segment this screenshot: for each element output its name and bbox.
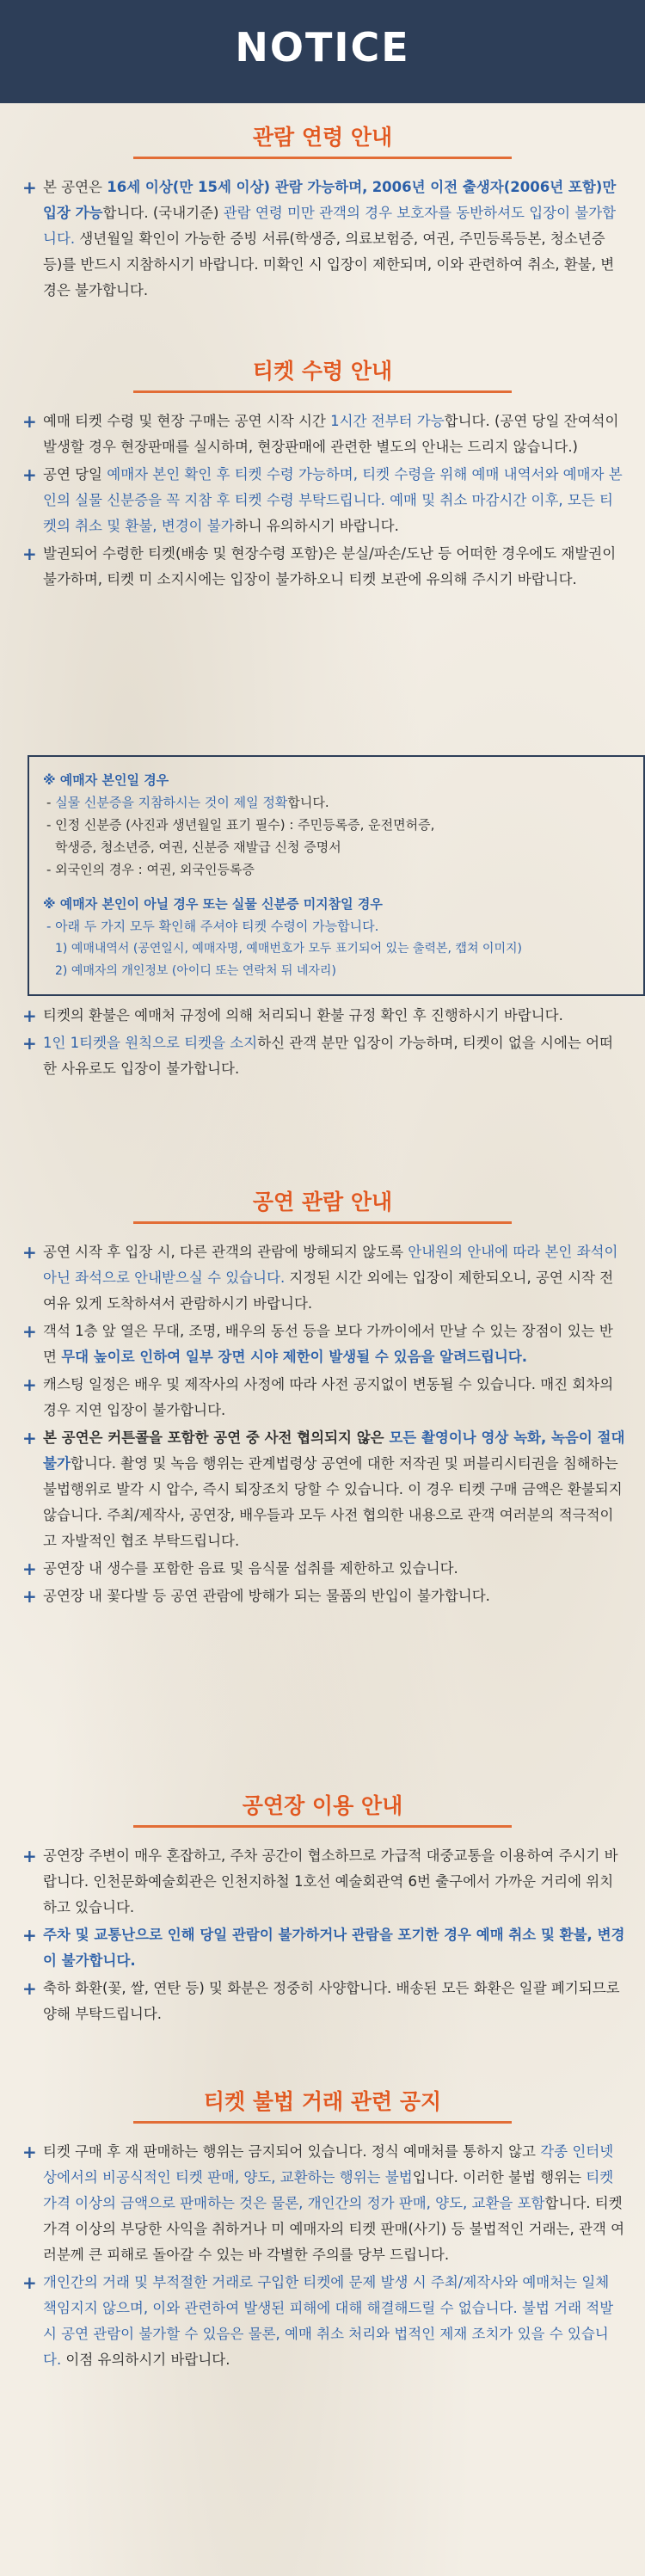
plus-icon: +: [22, 2142, 37, 2162]
text-run: 하신 관객 분만 입장이 가능하며, 티켓이 없을 시에는 어떠한 사유로도 입장이 불가합니다.: [43, 1035, 613, 1077]
box-heading: ※ 예매자 본인일 경우: [43, 772, 169, 788]
plus-icon: +: [22, 1846, 37, 1866]
title-underline: [133, 157, 512, 159]
section-venue: [0, 1789, 645, 2029]
text-run: 지정된 시간 외에는 입장이 제한되오니, 공연 시작 전 여유 있게 도착하셔서 관람하시기 바랍니다.: [43, 1270, 614, 1312]
text-run: 예매 취소 및 환불, 변경이 불가합니다.: [43, 1927, 625, 1969]
list-item: [0, 175, 645, 304]
id-guide-box: [28, 755, 645, 996]
text-run: 합니다. (공연 당일 잔여석이 발생할 경우 현장판매를 실시하며, 현장판매에 관련한 별도의 안내는 드리지 않습니다.): [43, 413, 619, 455]
list-item: [0, 2139, 645, 2268]
section-title: 티켓 수령 안내: [252, 359, 393, 384]
text-run: 이점 유의하시기 바랍니다.: [61, 2352, 230, 2368]
plus-icon: +: [22, 464, 37, 485]
section-viewing: [0, 1185, 645, 1611]
text-run: 캐스팅 일정은 배우 및 제작사의 사정에 따라 사전 공지없이 변동될 수 있습니다. 매진 회차의 경우 지연 입장이 불가합니다.: [43, 1376, 614, 1418]
box-line: - 인정 신분증 (사진과 생년월일 표기 필수) : 주민등록증, 운전면허증,: [46, 817, 435, 833]
notice-header: [0, 0, 645, 103]
text-run: 합니다. (국내기준): [102, 205, 224, 221]
box-line: 학생증, 청소년증, 여권, 신분증 재발급 신청 증명서: [55, 839, 341, 855]
section-title: 티켓 불법 거래 관련 공지: [203, 2089, 442, 2114]
list-item: [0, 1003, 645, 1029]
text-run: 축하 화환(꽃, 쌀, 연탄 등) 및 화분은 정중히 사양합니다. 배송된 모든 화환은 일괄 폐기되므로 양해 부탁드립니다.: [43, 1980, 620, 2022]
text-run: 1시간 전부터 가능: [330, 413, 445, 429]
section-age: [0, 120, 645, 305]
box-line: [43, 791, 630, 814]
plus-icon: +: [22, 1374, 37, 1395]
plus-icon: +: [22, 1428, 37, 1448]
plus-icon: +: [22, 1559, 37, 1579]
text-run: 모든 촬영이나 영상 녹화, 녹음이 절대 불가: [43, 1429, 625, 1472]
text-run: 주차 및 교통난으로 인해 당일 관람이 불가하거나 관람을 포기한 경우: [43, 1927, 476, 1943]
page-title: NOTICE: [235, 24, 410, 71]
list-item: [0, 409, 645, 460]
section-ticket-refund: [0, 1003, 645, 1084]
text-run: 공연장 주변이 매우 혼잡하고, 주차 공간이 협소하므로 가급적 대중교통을 이용하여 주시기 바랍니다. 인천문화예술회관은 인천지하철 1호선 예술회관역 6번 출구에서 가까운 거리에 위치하고 있습니다.: [43, 1847, 618, 1915]
text-run: 본 공연은: [43, 179, 108, 195]
list-item: [0, 1922, 645, 1974]
box-line: - 외국인의 경우 : 여권, 외국인등록증: [46, 862, 255, 877]
list-item: [0, 1425, 645, 1554]
text-run: 발권되어 수령한 티켓(배송 및 현장수령 포함)은 분실/파손/도난 등 어떠한 경우에도 재발권이 불가하며, 티켓 미 소지시에는 입장이 불가하오니 티켓 보관에 유의해 주시기 바랍니다.: [43, 545, 617, 587]
list-item: [0, 1583, 645, 1609]
text-run: 하니 유의하시기 바랍니다.: [234, 518, 399, 534]
list-item: [0, 1372, 645, 1423]
box-line: - 아래 두 가지 모두 확인해 주셔야 티켓 수령이 가능합니다.: [46, 919, 379, 934]
text-run: 입니다. 이러한 불법 행위는: [412, 2169, 587, 2186]
list-item: [0, 541, 645, 593]
box-heading: ※ 예매자 본인이 아닐 경우 또는 실물 신분증 미지참일 경우: [43, 896, 383, 912]
list-item: [0, 1843, 645, 1921]
box-line: 2) 예매자의 개인정보 (아이디 또는 연락처 뒤 네자리): [55, 964, 336, 978]
text-run: 예매자 본인 확인 후 티켓 수령 가능하며, 티켓 수령을 위해 예매 내역서와 예매자 본인의 실물 신분증을 꼭 지참 후 티켓 수령 부탁드립니다. 예매 및 취소 마감시간 이후, 모든 티켓의 취소 및 환불, 변경이 불가: [43, 466, 623, 534]
text-run: 합니다. 티켓 가격 이상의 부당한 사익을 취하거나 미 예매자의 티켓 판매(사기) 등 불법적인 거래는, 관객 여러분께 큰 피해로 돌아갈 수 있는 바 각별한 주의를 당부 드립니다.: [43, 2195, 625, 2263]
plus-icon: +: [22, 1005, 37, 1026]
plus-icon: +: [22, 411, 37, 432]
text-run: 티켓 구매 후 재 판매하는 행위는 금지되어 있습니다. 정식 예매처를 통하지 않고: [43, 2143, 541, 2160]
text-run: 1인 1티켓을 원칙으로 티켓을 소지: [43, 1035, 258, 1051]
list-item: [0, 1239, 645, 1317]
text-run: 티켓의 환불은 예매처 규정에 의해 처리되니 환불 규정 확인 후 진행하시기 바랍니다.: [43, 1007, 563, 1024]
title-underline: [133, 390, 512, 393]
text-run: 티켓 가격 이상의 금액으로 판매하는 것은 물론, 개인간의 정가 판매, 양도, 교환을 포함: [43, 2169, 614, 2211]
section-ticket: [0, 354, 645, 594]
text-run: 예매 티켓 수령 및 현장 구매는 공연 시작 시간: [43, 413, 331, 429]
plus-icon: +: [22, 2272, 37, 2293]
list-item: [0, 1556, 645, 1582]
text-run: 합니다. 촬영 및 녹음 행위는 관계법령상 공연에 대한 저작권 및 퍼블리시티권을 침해하는 불법행위로 발각 시 압수, 즉시 퇴장조치 당할 수 있습니다. 이 경우 티켓 구매 금액은 환불되지 않습니다. 주최/제작사, 공연장, 배우들과 모두 사전 협의한 내용으로 관객 여러분의 적극적이고 자발적인 협조 부탁드립니다.: [43, 1455, 623, 1549]
text-run: -: [46, 795, 56, 810]
plus-icon: +: [22, 1978, 37, 1999]
section-title: 공연 관람 안내: [252, 1190, 393, 1214]
text-run: 공연 당일: [43, 466, 108, 483]
text-run: 본 공연은 커튼콜을 포함한 공연 중 사전 협의되지 않은: [43, 1429, 390, 1446]
plus-icon: +: [22, 1321, 37, 1342]
plus-icon: +: [22, 544, 37, 564]
text-run: 공연장 내 생수를 포함한 음료 및 음식물 섭취를 제한하고 있습니다.: [43, 1560, 458, 1577]
text-run: 객석 1층 앞 열은 무대, 조명, 배우의 동선 등을 보다 가까이에서 만날 수 있는 장점이 있는 반면: [43, 1323, 613, 1365]
text-run: 공연장 내 꽃다발 등 공연 관람에 방해가 되는 물품의 반입이 불가합니다.: [43, 1588, 490, 1604]
box-line: 1) 예매내역서 (공연일시, 예매자명, 예매번호가 모두 표기되어 있는 출력본, 캡쳐 이미지): [55, 942, 522, 956]
text-run: 2006년 이전 출생자(2006년 포함)만 입장 가능: [43, 179, 617, 221]
section-title: 관람 연령 안내: [252, 125, 393, 150]
plus-icon: +: [22, 1033, 37, 1054]
text-run: 합니다.: [287, 795, 329, 810]
list-item: [0, 2270, 645, 2373]
section-illegal-trade: [0, 2085, 645, 2375]
plus-icon: +: [22, 1242, 37, 1263]
section-title: 공연장 이용 안내: [242, 1793, 403, 1818]
text-run: 실물 신분증을 지참하시는 것이 제일 정확: [55, 795, 288, 810]
list-item: [0, 1030, 645, 1082]
plus-icon: +: [22, 177, 37, 198]
text-run: 관람 연령 미만 관객의 경우 보호자를 동반하셔도 입장이 불가합니다.: [43, 205, 617, 247]
list-item: [0, 1319, 645, 1370]
title-underline: [133, 1221, 512, 1224]
text-run: 안내원의 안내에 따라 본인 좌석이 아닌 좌석으로 안내받으실 수 있습니다.: [43, 1244, 618, 1286]
plus-icon: +: [22, 1586, 37, 1607]
text-run: 16세 이상(만 15세 이상) 관람 가능하며,: [107, 179, 368, 195]
text-run: 생년월일 확인이 가능한 증빙 서류(학생증, 의료보험증, 여권, 주민등록등본, 청소년증 등)를 반드시 지참하시기 바랍니다. 미확인 시 입장이 제한되며, 이와 관련하여 취소, 환불, 변경은 불가합니다.: [43, 231, 615, 298]
text-run: 개인간의 거래 및 부적절한 거래로 구입한 티켓에 문제 발생 시 주최/제작사와 예매처는 일체 책임지지 않으며, 이와 관련하여 발생된 피해에 대해 해결해드릴 수 없습니다. 불법 거래 적발 시 공연 관람이 불가할 수 있음은 물론, 예매 취소 처리와 법적인 제재 조치가 있을 수 있습니다.: [43, 2274, 614, 2368]
list-item: [0, 462, 645, 539]
text-run: 각종 인터넷 상에서의 비공식적인 티켓 판매, 양도, 교환하는 행위는 불법: [43, 2143, 614, 2186]
plus-icon: +: [22, 1925, 37, 1946]
text-run: 무대 높이로 인하여 일부 장면 시야 제한이 발생될 수 있음을 알려드립니다.: [61, 1349, 528, 1365]
title-underline: [133, 1825, 512, 1828]
title-underline: [133, 2121, 512, 2124]
text-run: 공연 시작 후 입장 시, 다른 관객의 관람에 방해되지 않도록: [43, 1244, 408, 1260]
list-item: [0, 1976, 645, 2027]
